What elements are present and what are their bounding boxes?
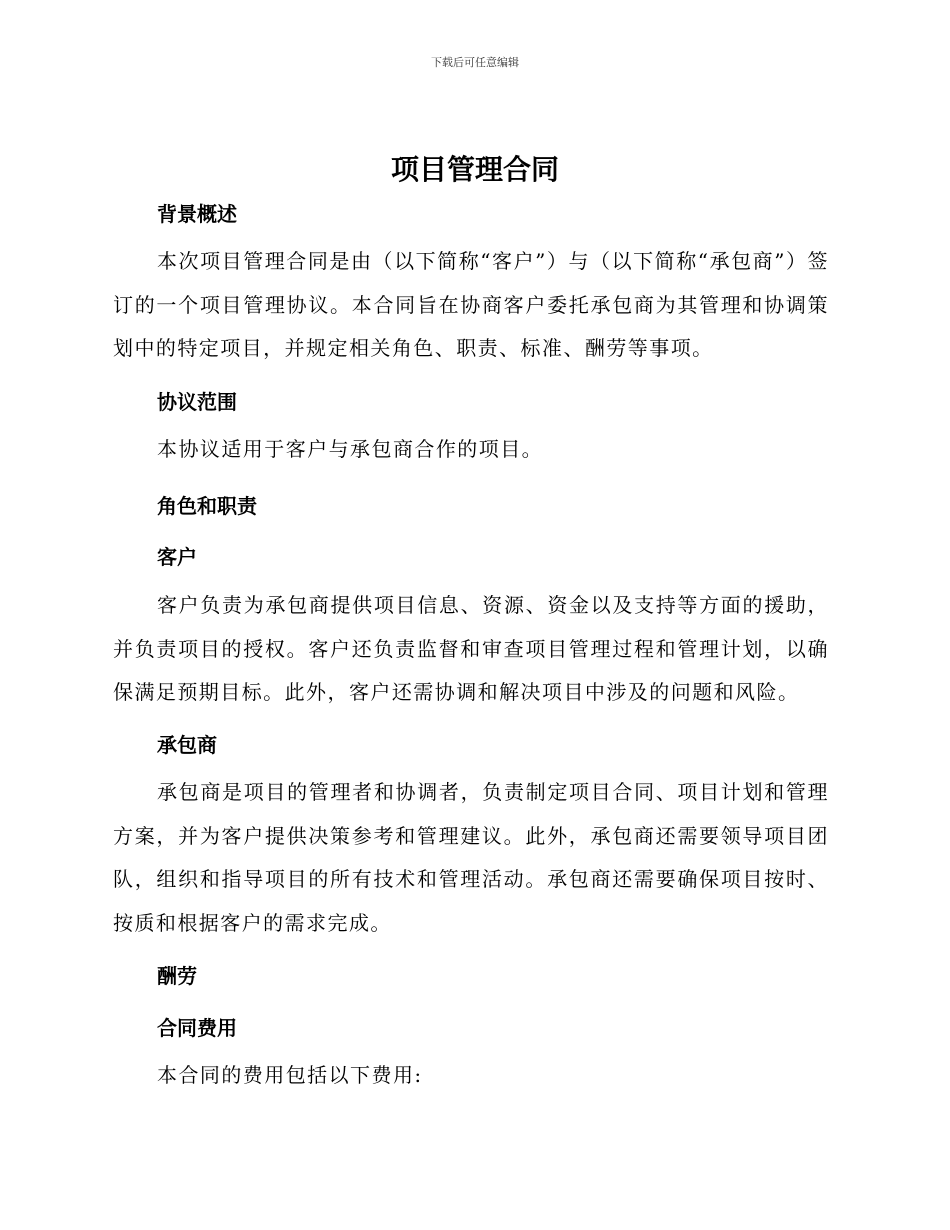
subsection-heading-fee: 合同费用	[157, 1016, 237, 1040]
subsection-heading-client: 客户	[157, 545, 197, 569]
paragraph-fee: 本合同的费用包括以下费用:	[157, 1063, 423, 1087]
section-heading-roles: 角色和职责	[157, 494, 257, 518]
section-heading-background: 背景概述	[157, 202, 237, 226]
paragraph-client: 客户负责为承包商提供项目信息、资源、资金以及支持等方面的援助，并负责项目的授权。客户还负责监督和审查项目管理过程和管理计划，以确保满足预期目标。此外，客户还需协调和解决项目中涉及的问题和风险。	[113, 593, 829, 704]
document-title: 项目管理合同	[390, 153, 559, 186]
section-heading-remuneration: 酬劳	[157, 964, 197, 988]
paragraph-contractor: 承包商是项目的管理者和协调者，负责制定项目合同、项目计划和管理方案，并为客户提供决策参考和管理建议。此外，承包商还需要领导项目团队，组织和指导项目的所有技术和管理活动。承包商还需要确保项目按时、按质和根据客户的需求完成。	[113, 780, 829, 935]
section-heading-scope: 协议范围	[157, 390, 237, 414]
paragraph-scope: 本协议适用于客户与承包商合作的项目。	[157, 437, 544, 461]
header-note: 下载后可任意编辑	[431, 56, 519, 69]
paragraph-background: 本次项目管理合同是由（以下简称“客户”）与（以下简称“承包商”）签订的一个项目管理协议。本合同旨在协商客户委托承包商为其管理和协调策划中的特定项目，并规定相关角色、职责、标准、酬劳等事项。	[113, 249, 829, 360]
subsection-heading-contractor: 承包商	[157, 733, 217, 757]
